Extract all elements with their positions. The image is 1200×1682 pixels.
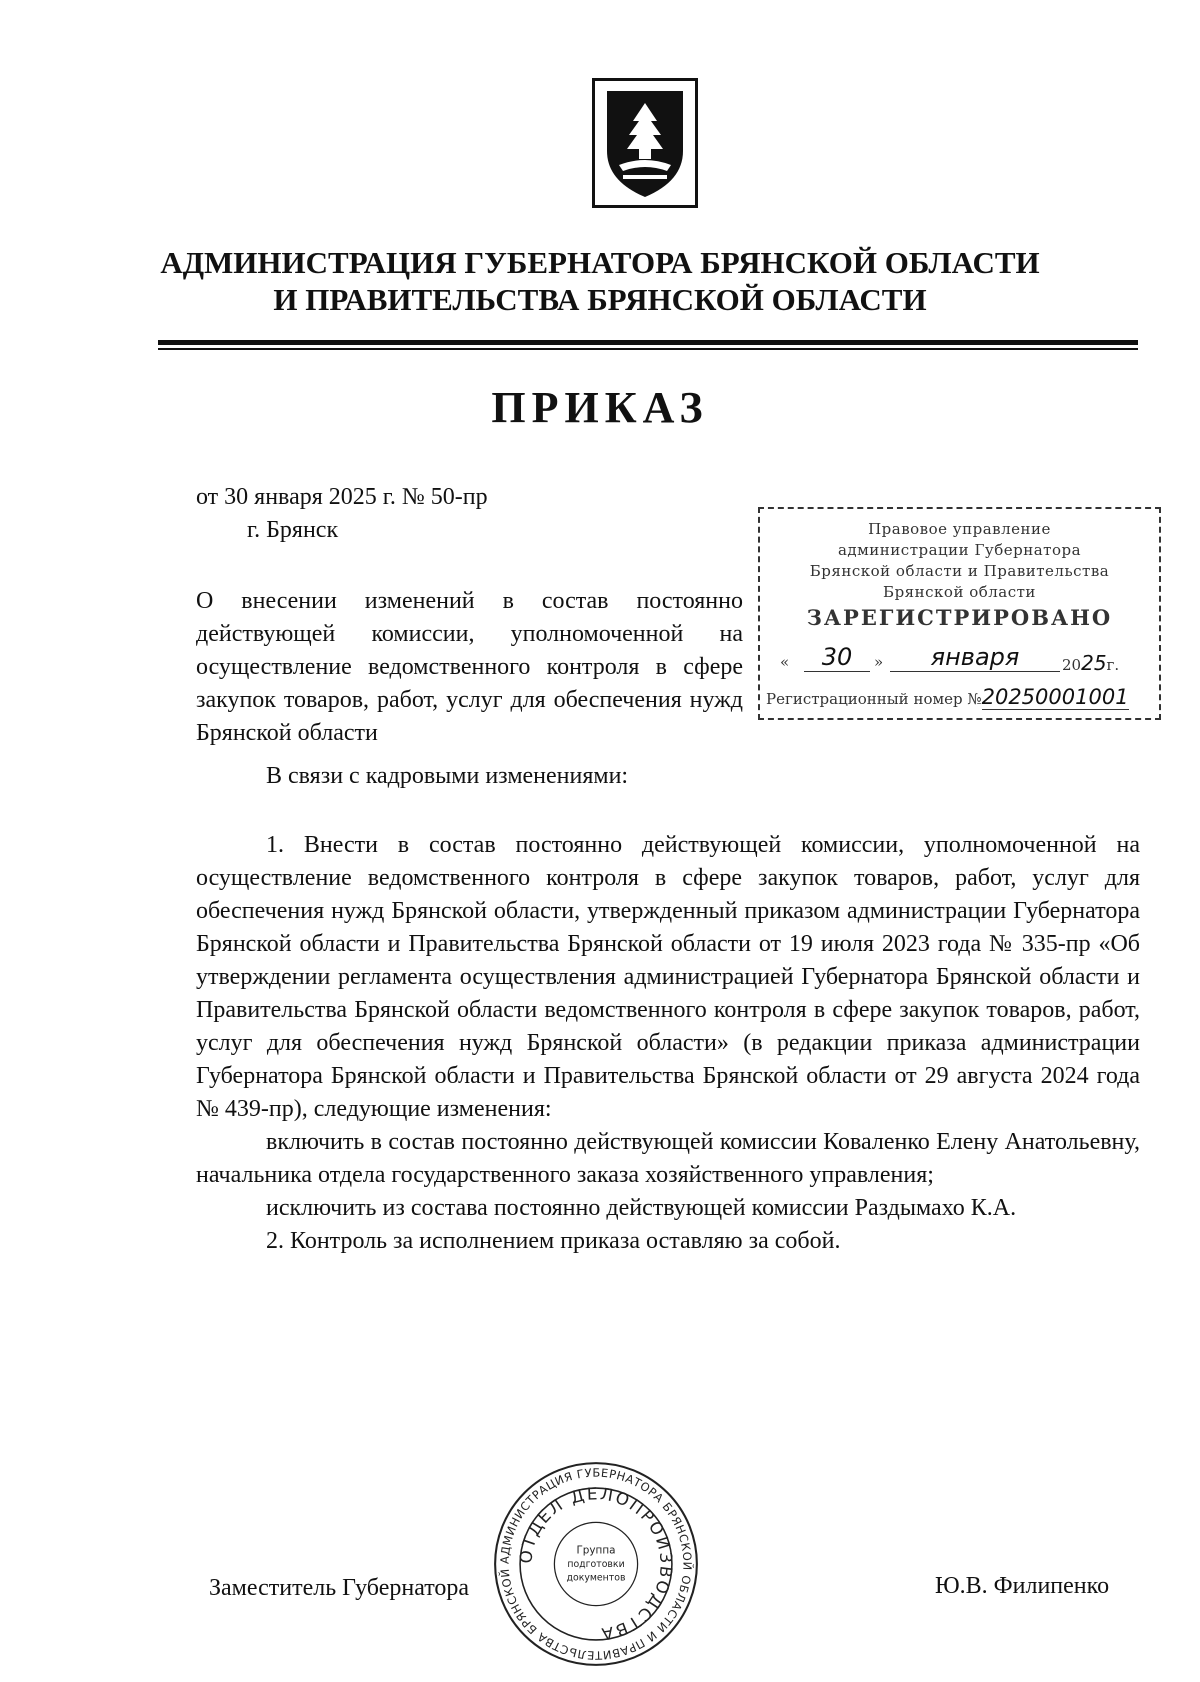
stamp-line-1: Правовое управление bbox=[868, 520, 1051, 538]
official-seal bbox=[492, 1460, 700, 1668]
stamp-line-3: Брянской области и Правительства bbox=[809, 562, 1110, 580]
coat-of-arms-emblem bbox=[592, 78, 698, 208]
header-rule-thin bbox=[158, 348, 1138, 350]
header-rule-thick bbox=[158, 340, 1138, 345]
body-exclude: исключить из состава постоянно действующей комиссии Раздымахо К.А. bbox=[266, 1195, 1017, 1221]
stamp-day: 30 bbox=[804, 643, 870, 672]
stamp-year-prefix: 20 bbox=[1062, 656, 1082, 674]
seal-center-line-3: документов bbox=[566, 1572, 626, 1584]
seal-icon bbox=[492, 1460, 700, 1668]
stamp-month: января bbox=[890, 643, 1060, 672]
seal-outer-text: АДМИНИСТРАЦИЯ ГУБЕРНАТОРА БРЯНСКОЙ ОБЛАСТИ И ПРАВИТЕЛЬСТВА БРЯНСКОЙ bbox=[497, 1465, 695, 1663]
document-body bbox=[196, 760, 1140, 1258]
organization-name bbox=[100, 244, 1100, 318]
stamp-year-unit: г. bbox=[1106, 656, 1120, 674]
document-type: ПРИКАЗ bbox=[491, 383, 709, 432]
seal-center-line-2: подготовки bbox=[567, 1559, 625, 1571]
document-city: г. Брянск bbox=[247, 517, 339, 543]
organization-line-1: АДМИНИСТРАЦИЯ ГУБЕРНАТОРА БРЯНСКОЙ ОБЛАСТИ bbox=[160, 245, 1040, 280]
stamp-reg-number: 20250001001 bbox=[981, 685, 1129, 709]
body-item-1: 1. Внести в состав постоянно действующей комиссии, уполномоченной на осуществление ведомственного контроля в сфере закупок товаров, работ, услуг для обеспечения нужд Брянской области, утвержденный приказом администрации Губернатора Брянской области и Правительства Брянской области от 19 июля 2023 года № 335-пр «Об утверждении регламента осуществления администрацией Губернатора Брянской области и Правительства Брянской области ведомственного контроля в сфере закупок товаров, работ, услуг для обеспечения нужд Брянской области» (в редакции приказа администрации Губернатора Брянской области и Правительства Брянской области от 29 августа 2024 года № 439-пр), следующие изменения: bbox=[196, 832, 1140, 1122]
body-include: включить в состав постоянно действующей комиссии Коваленко Елену Анатольевну, начальника отдела государственного заказа хозяйственного управления; bbox=[196, 1129, 1140, 1188]
stamp-reg-label: Регистрационный номер № bbox=[766, 690, 982, 708]
stamp-year bbox=[1062, 651, 1119, 675]
stamp-year-suffix: 25 bbox=[1081, 651, 1107, 675]
stamp-line-2: администрации Губернатора bbox=[837, 541, 1082, 559]
body-item-2: 2. Контроль за исполнением приказа оставляю за собой. bbox=[266, 1228, 841, 1254]
signer-name: Ю.В. Филипенко bbox=[935, 1573, 1110, 1599]
organization-line-2: И ПРАВИТЕЛЬСТВА БРЯНСКОЙ ОБЛАСТИ bbox=[273, 282, 927, 317]
signer-title: Заместитель Губернатора bbox=[209, 1575, 470, 1601]
stamp-quote-close: » bbox=[874, 653, 884, 671]
seal-center-line-1: Группа bbox=[576, 1544, 616, 1557]
seal-arc-text: ОТДЕЛ ДЕЛОПРОИЗВОДСТВА bbox=[516, 1484, 676, 1644]
document-subject: О внесении изменений в состав постоянно действующей комиссии, уполномоченной на осуществление ведомственного контроля в сфере закупок товаров, работ, услуг для обеспечения нужд Брянской области bbox=[196, 588, 743, 746]
stamp-status: ЗАРЕГИСТРИРОВАНО bbox=[806, 605, 1113, 630]
document-date-number: от 30 января 2025 г. № 50-пр bbox=[196, 484, 488, 510]
body-intro: В связи с кадровыми изменениями: bbox=[266, 763, 629, 789]
coat-of-arms-icon bbox=[595, 81, 695, 205]
stamp-line-4: Брянской области bbox=[883, 583, 1036, 601]
stamp-date bbox=[770, 643, 1149, 675]
stamp-registration bbox=[766, 685, 1155, 709]
registration-stamp bbox=[758, 507, 1161, 720]
stamp-quote-open: « bbox=[780, 653, 790, 671]
